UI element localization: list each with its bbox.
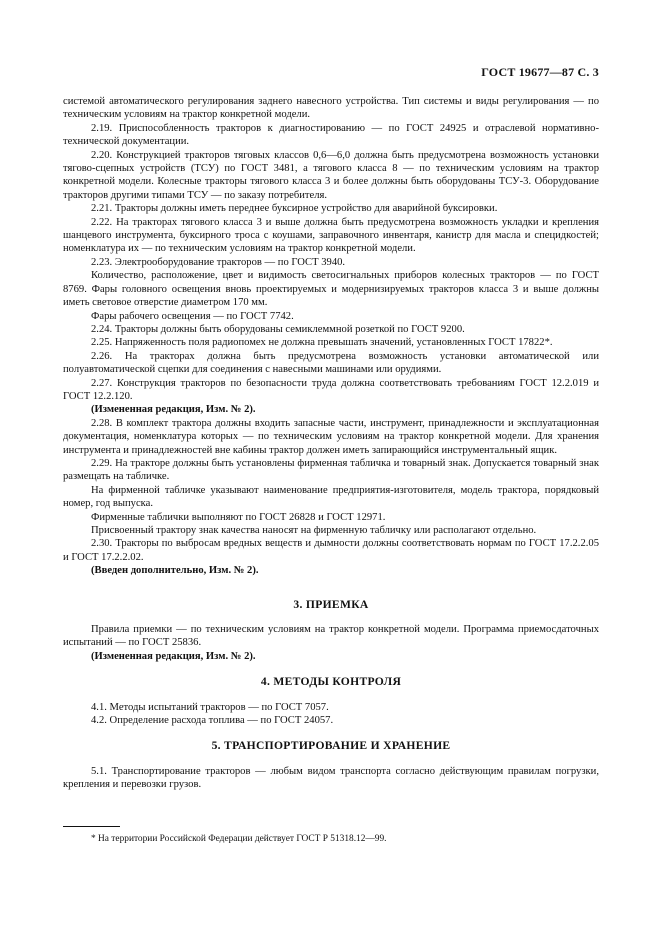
clause-2-26: 2.26. На тракторах должна быть предусмотрена возможность установки автоматической или полуавтоматической сцепки для соединения с навесными машинами или орудиями. [63,350,599,376]
clause-2-21: 2.21. Тракторы должны иметь переднее буксирное устройство для аварийной буксировки. [91,203,498,215]
clause-2-28: 2.28. В комплект трактора должны входить запасные части, инструмент, принадлежности и эксплуатационная документация, номенклатура которых — по техническим условиям на трактор конкретной модели. Для хранения инструмента и принадлежностей вне кабины трактор должен иметь запирающийся инструментальный ящик. [63,417,599,456]
amendment-note: (Измененная редакция, Изм. № 2). [91,404,256,416]
clause-2-20: 2.20. Конструкцией тракторов тяговых классов 0,6—6,0 должна быть предусмотрена возможность установки тягово-сцепных устройств (ТСУ) по ГОСТ 3481, а тягового класса 8 — по техническим условиям на трактор конкретной модели. Колесные тракторы тягового класса 3 и более должны быть оборудованы ТСУ-3. Оборудование тракторов другими типами ТСУ — по заказу потребителя. [63,149,599,201]
clause-5-1: 5.1. Транспортирование тракторов — любым видом транспорта согласно действующим правилам погрузки, крепления и перевозки грузов. [63,765,599,791]
footnote-separator [63,826,120,827]
section-title-control-methods: 4. МЕТОДЫ КОНТРОЛЯ [260,675,402,689]
addition-note: (Введен дополнительно, Изм. № 2). [91,565,259,577]
clause-2-19: 2.19. Приспособленность тракторов к диагностированию — по ГОСТ 24925 и отраслевой нормативно-технической документации. [63,122,599,148]
page-header: ГОСТ 19677—87 С. 3 [481,65,599,79]
clause-2-29: 2.29. На тракторе должны быть установлены фирменная табличка и товарный знак. Допускается товарный знак размещать на табличке. [63,457,599,483]
clause-2-22: 2.22. На тракторах тягового класса 3 и выше должна быть предусмотрена возможность укладки и крепления шанцевого инструмента, буксирного троса с коушами, заправочного инвентаря, канистр для масла и специдкостей; номенклатура их — по техническим условиям на трактор конкретной модели. [63,216,599,255]
acceptance-paragraph: Правила приемки — по техническим условиям на трактор конкретной модели. Программа приемосдаточных испытаний — по ГОСТ 25836. [63,624,599,649]
section-title-acceptance: 3. ПРИЕМКА [293,597,369,611]
clause-2-25: 2.25. Напряженность поля радиопомех не должна превышать значений, установленных ГОСТ 17822*. [91,337,553,349]
clause-2-27: 2.27. Конструкция тракторов по безопасности труда должна соответствовать требованиям ГОСТ 12.2.019 и ГОСТ 12.2.120. [63,377,599,402]
document-body [63,95,599,792]
clause-2-29-plate-standard: Фирменные таблички выполняют по ГОСТ 26828 и ГОСТ 12971. [91,511,386,523]
clause-2-23: 2.23. Электрооборудование тракторов — по ГОСТ 3940. [91,256,346,268]
clause-2-29-plate-info: На фирменной табличке указывают наименование предприятия-изготовителя, модель трактора, порядковый номер, год выпуска. [63,484,599,510]
clause-4-2: 4.2. Определение расхода топлива — по ГОСТ 24057. [91,715,334,727]
clause-2-29-quality-mark: Присвоенный трактору знак качества наносят на фирменную табличку или располагают отдельно. [91,525,537,536]
clause-2-23-work-lights: Фары рабочего освещения — по ГОСТ 7742. [91,310,294,322]
clause-4-1: 4.1. Методы испытаний тракторов — по ГОСТ 7057. [91,701,329,713]
clause-2-23-lights: Количество, расположение, цвет и видимость светосигнальных приборов колесных тракторов — по ГОСТ 8769. Фары головного освещения вновь проектируемых и модернизируемых тракторов класса 3 и выше должны иметь световое отверстие диаметром 170 мм. [63,270,599,309]
clause-2-30: 2.30. Тракторы по выбросам вредных веществ и дымности должны соответствовать нормам по ГОСТ 17.2.2.05 и ГОСТ 17.2.2.02. [63,538,599,563]
section-title-transport-storage: 5. ТРАНСПОРТИРОВАНИЕ И ХРАНЕНИЕ [211,739,451,753]
amendment-note: (Измененная редакция, Изм. № 2). [91,650,256,662]
clause-2-24: 2.24. Тракторы должны быть оборудованы семиклеммной розеткой по ГОСТ 9200. [91,323,465,335]
footnote: * На территории Российской Федерации действует ГОСТ Р 51318.12—99. [91,834,387,844]
paragraph-continuation: системой автоматического регулирования заднего навесного устройства. Тип системы и виды регулирования — по техническим условиям на трактор конкретной модели. [63,96,599,121]
